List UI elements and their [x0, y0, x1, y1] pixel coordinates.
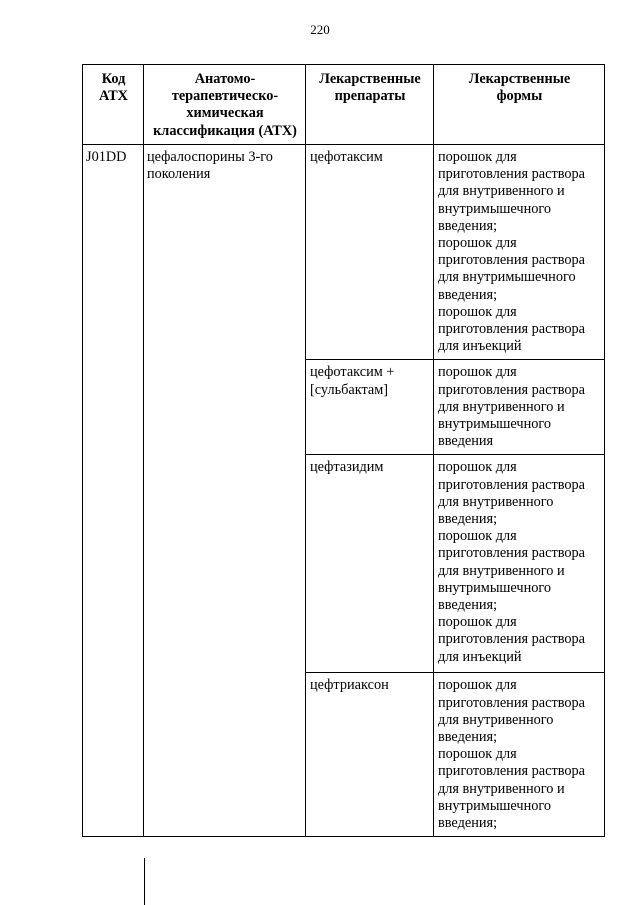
drug-forms-cell: порошок для приготовления раствора для внутривенного и внутримышечного введения	[434, 360, 605, 455]
drug-forms-cell: порошок для приготовления раствора для внутривенного и внутримышечного введения; порошок для приготовления раствора для внутримышечного введения; порошок для приготовления раствора для инъекций	[434, 145, 605, 360]
table-row	[83, 145, 605, 360]
header-drugs: Лекарственные препараты	[306, 65, 434, 145]
atx-code-cell: J01DD	[83, 145, 144, 837]
drug-name-cell: цефтриаксон	[306, 673, 434, 837]
drug-forms-cell: порошок для приготовления раствора для внутривенного введения; порошок для приготовления раствора для внутривенного и внутримышечного введения;	[434, 673, 605, 837]
drug-name-cell: цефотаксим + [сульбактам]	[306, 360, 434, 455]
page-number: 220	[310, 22, 330, 37]
header-code: Код АТХ	[83, 65, 144, 145]
atx-classification-cell: цефалоспорины 3-го поколения	[144, 145, 306, 837]
header-forms: Лекарственные формы	[434, 65, 605, 145]
drug-name-cell: цефотаксим	[306, 145, 434, 360]
drug-forms-cell: порошок для приготовления раствора для внутривенного введения; порошок для приготовления раствора для внутривенного и внутримышечного введения; порошок для приготовления раствора для инъекций	[434, 455, 605, 673]
atx-drug-table	[82, 64, 605, 837]
table-header-row	[83, 65, 605, 145]
header-classification: Анатомо- терапевтическо- химическая классификация (АТХ)	[144, 65, 306, 145]
drug-name-cell: цефтазидим	[306, 455, 434, 673]
table-continuation-line	[144, 858, 145, 905]
